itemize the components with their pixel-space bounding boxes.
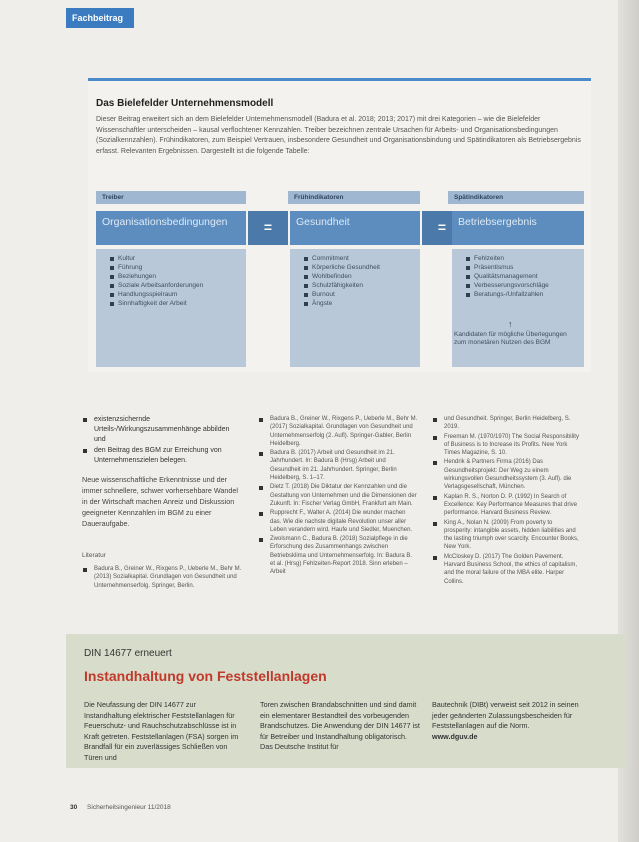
list-item: Körperliche Gesundheit bbox=[304, 263, 414, 272]
operator-2: = bbox=[422, 211, 462, 245]
header-treiber: Treiber bbox=[96, 191, 246, 204]
list-item: existenzsichernde Urteils-/Wirkungszusammenhänge abbilden und bbox=[82, 415, 242, 445]
reference-item: Badura B., Greiner W., Rixgens P., Ueberle M., Behr M. (2013) Sozialkapital. Grundlagen von Gesundheit und Unternehmenserfolg. Springer, Berlin. bbox=[82, 565, 242, 590]
reference-item: Kaplan R. S., Norton D. P. (1992) In Search of Excellence: Key Performance Measures that drive performance. Harvard Business Review. bbox=[432, 493, 582, 518]
list-item: Burnout bbox=[304, 290, 414, 299]
reference-item: und Gesundheit. Springer, Berlin Heidelberg, S. 2019. bbox=[432, 415, 582, 432]
arrow-up-icon: ↑ bbox=[508, 319, 513, 329]
article-column-1 bbox=[82, 415, 242, 591]
page-footer bbox=[70, 804, 171, 811]
article-column-2 bbox=[258, 415, 418, 578]
list-item: Sinnhaftigkeit der Arbeit bbox=[110, 299, 240, 308]
list-fruehindikatoren bbox=[290, 249, 420, 367]
reference-item: Dietz T. (2018) Die Diktatur der Kennzahlen und die Gestaltung von Unternehmen und die Dimensionen der Zukunft. In: Fischer Verlag GmbH, Frankfurt am Main. bbox=[258, 483, 418, 508]
block-organisationsbedingungen: Organisationsbedingungen bbox=[96, 211, 246, 245]
box-intro: Dieser Beitrag erweitert sich an dem Bielefelder Unternehmensmodell (Badura et al. 2018; 2013; 2017) mit drei Kategorien – wie die Bielefelder Wissenschaftler unterscheiden – kausal verflochtener Kennzahlen. Treiber bezeichnen zentrale Ursachen für Arbeits- und Organisationsbedingungen (Sozialkennzahlen). Frühindikatoren, zum Beispiel Vertrauen, insbesondere Gesundheit und Organisationsbindung und Spätindikatoren als Betriebsergebnis erfasst. Relevanten Ergebnissen. Dargestellt ist die folgende Tabelle: bbox=[96, 116, 581, 155]
news-link[interactable]: www.dguv.de bbox=[432, 731, 478, 741]
box-title: Das Bielefelder Unternehmensmodell bbox=[96, 98, 274, 109]
body-paragraph: Neue wissenschaftliche Erkenntnisse und der immer schnellere, schwer vorhersehbare Wandel in der Wirtschaft machen Anreiz und Diskussion geeigneter Kennzahlen im BGM zu einer Daueraufgabe. bbox=[82, 475, 238, 528]
news-text: Bautechnik (DIBt) verweist seit 2012 in seinen jeder geänderten Zulassungsbescheiden für Feststellanlagen auf die Norm. bbox=[432, 700, 579, 730]
reference-item: Freeman M. (1970/1970) The Social Responsibility of Business is to Increase its Profits. New York Times Magazine, S. 10. bbox=[432, 433, 582, 458]
reference-item: Hendrik & Partners Firma (2016) Das Gesundheitsprojekt: Der Weg zu einem wirkungsvollen Gesundheitssystem (3. Aufl). die Verlagsgesellschaft, München. bbox=[432, 458, 582, 491]
list-item: Qualitätsmanagement bbox=[466, 272, 578, 281]
news-box-din bbox=[66, 634, 626, 768]
section-tag: Fachbeitrag bbox=[66, 8, 134, 28]
list-item: Wohlbefinden bbox=[304, 272, 414, 281]
list-item: Präsentismus bbox=[466, 263, 578, 272]
reference-item: King A., Nolan N. (2009) From poverty to prosperity: intangible assets, hidden liabilities and the lasting triumph over scarcity. Encounter Books, New York. bbox=[432, 519, 582, 552]
news-title: Instandhaltung von Feststellanlagen bbox=[84, 668, 327, 684]
reference-item: Rupprecht F., Walter A. (2014) Die wunder machen das. Wie die nachste digitale Revolution unser aller Leben verandern wird. Haufe und Siedler, Muenchen. bbox=[258, 509, 418, 534]
literature-heading: Literatur bbox=[82, 552, 106, 559]
operator-1: = bbox=[248, 211, 288, 245]
list-spaetindikatoren bbox=[452, 249, 584, 367]
list-item: Schulzfähigkeiten bbox=[304, 281, 414, 290]
list-item: Beziehungen bbox=[110, 272, 240, 281]
list-item: Commitment bbox=[304, 254, 414, 263]
header-fruehindikatoren: Frühindikatoren bbox=[288, 191, 420, 204]
list-treiber bbox=[96, 249, 246, 367]
block-betriebsergebnis: Betriebsergebnis bbox=[452, 211, 584, 245]
news-column-2: Toren zwischen Brandabschnitten und sind damit ein elementarer Bestandteil des vorbeugenden Brandschutzes. Die Anwendung der DIN 14677 ist für Betreiber und Instandhaltung obligatorisch. Das Deutsche Institut für bbox=[260, 700, 420, 751]
list-item: Fehlzeiten bbox=[466, 254, 578, 263]
info-box bbox=[88, 78, 591, 372]
reference-item: McCloskey D. (2017) The Golden Pavement. Harvard Business School, the ethics of capitalism, and the moral failure of the MBA elite. Harper Collins. bbox=[432, 553, 582, 586]
magazine-issue: Sicherheitsingenieur 11/2018 bbox=[87, 804, 171, 811]
list-item: Soziale Arbeitsanforderungen bbox=[110, 281, 240, 290]
header-spaetindikatoren: Spätindikatoren bbox=[448, 191, 584, 204]
news-kicker: DIN 14677 erneuert bbox=[84, 648, 172, 659]
list-item: den Beitrag des BGM zur Erreichung von Unternehmenszielen belegen. bbox=[82, 446, 242, 466]
block-gesundheit: Gesundheit bbox=[290, 211, 420, 245]
list-item: Führung bbox=[110, 263, 240, 272]
box-note: Kandidaten für mögliche Überlegungen zum monetären Nutzen des BGM bbox=[454, 331, 567, 346]
reference-item: Badura B. (2017) Arbeit und Gesundheit im 21. Jahrhundert. In: Badura B (Hrsg) Arbeit und Gesundheit im 21. Jahrhundert. Springer, Berlin Heidelberg, S. 1–17. bbox=[258, 449, 418, 482]
news-column-1: Die Neufassung der DIN 14677 zur Instandhaltung elektrischer Feststellanlagen für Feuerschutz- und Rauchschutzabschlüsse ist in Kraft getreten. Feststellanlagen (FSA) sorgen im Brandfall für ein zuverlässiges Schließen von Türen und bbox=[84, 700, 239, 762]
list-item: Kultur bbox=[110, 254, 240, 263]
reference-item: Zwolsmann C., Badura B. (2018) Sozialpflege in die Erforschung des Zusammenhangs zwischen Betriebsklima und Unternehmenserfolg. In: Badura B. et al. (Hrsg) Fehlzeiten-Report 2018. Sinn erleben – Arbeit bbox=[258, 535, 418, 576]
article-column-3 bbox=[432, 415, 582, 587]
list-item: Ängste bbox=[304, 299, 414, 308]
list-item: Verbesserungsvorschläge bbox=[466, 281, 578, 290]
reference-item: Badura B., Greiner W., Rixgens P., Ueberle M., Behr M. (2017) Sozialkapital. Grundlagen von Gesundheit und Unternehmenserfolg (2. Aufl). Springer-Gabler, Berlin Heidelberg. bbox=[258, 415, 418, 448]
news-column-3 bbox=[432, 700, 592, 742]
list-item: Beratungs-/Unfallzahlen bbox=[466, 290, 578, 299]
page-number: 30 bbox=[70, 804, 78, 811]
list-item: Handlungsspielraum bbox=[110, 290, 240, 299]
